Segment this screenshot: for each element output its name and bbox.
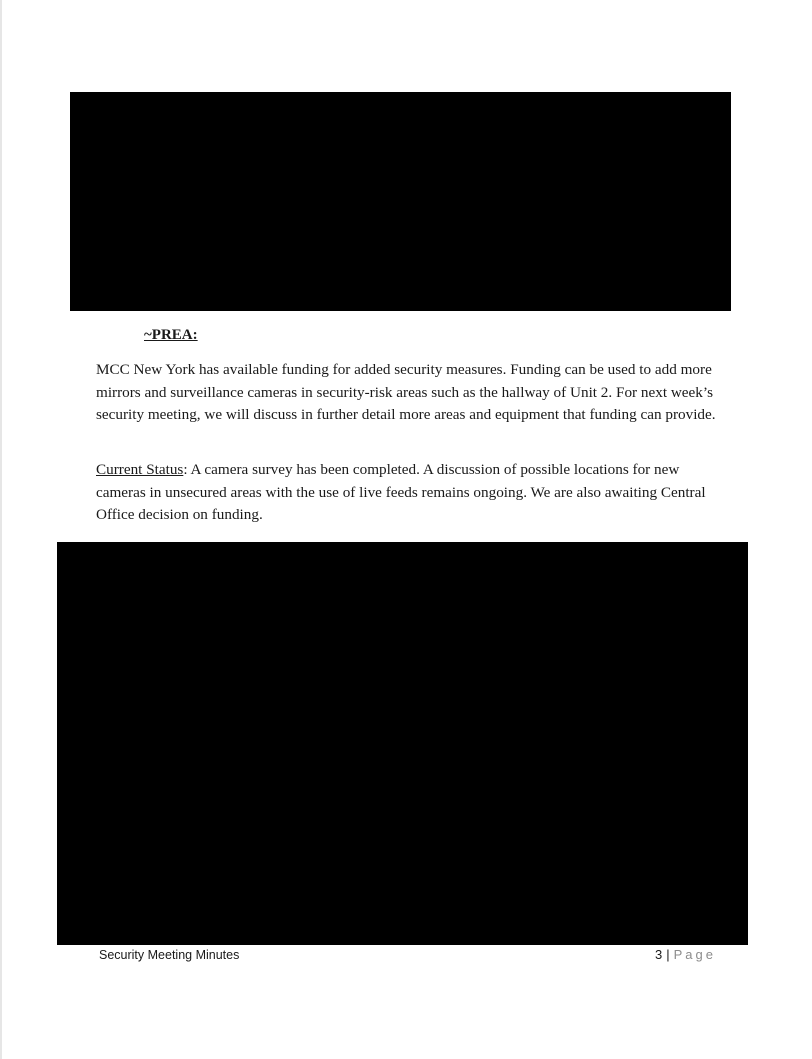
status-text: : A camera survey has been completed. A discussion of possible locations for new cameras in unsecured areas with the use of live feeds remains ongoing. We are also awaiting Central Office decision on funding.: [96, 461, 706, 523]
redaction-block-bottom: [57, 542, 748, 945]
footer-title: Security Meeting Minutes: [99, 948, 240, 962]
redaction-block-top: [70, 92, 731, 311]
status-label: Current Status: [96, 461, 184, 478]
page-number: 3: [655, 947, 663, 962]
page-word: Page: [673, 947, 716, 962]
footer-page-indicator: [655, 947, 716, 962]
status-paragraph: [96, 459, 726, 527]
section-heading: ~PREA:: [144, 327, 198, 343]
page-separator: |: [666, 947, 670, 962]
funding-paragraph: MCC New York has available funding for added security measures. Funding can be used to add more mirrors and surveillance cameras in security-risk areas such as the hallway of Unit 2. For next week’s security meeting, we will discuss in further detail more areas and equipment that funding can provide.: [96, 361, 716, 423]
page-edge: [0, 0, 2, 1059]
